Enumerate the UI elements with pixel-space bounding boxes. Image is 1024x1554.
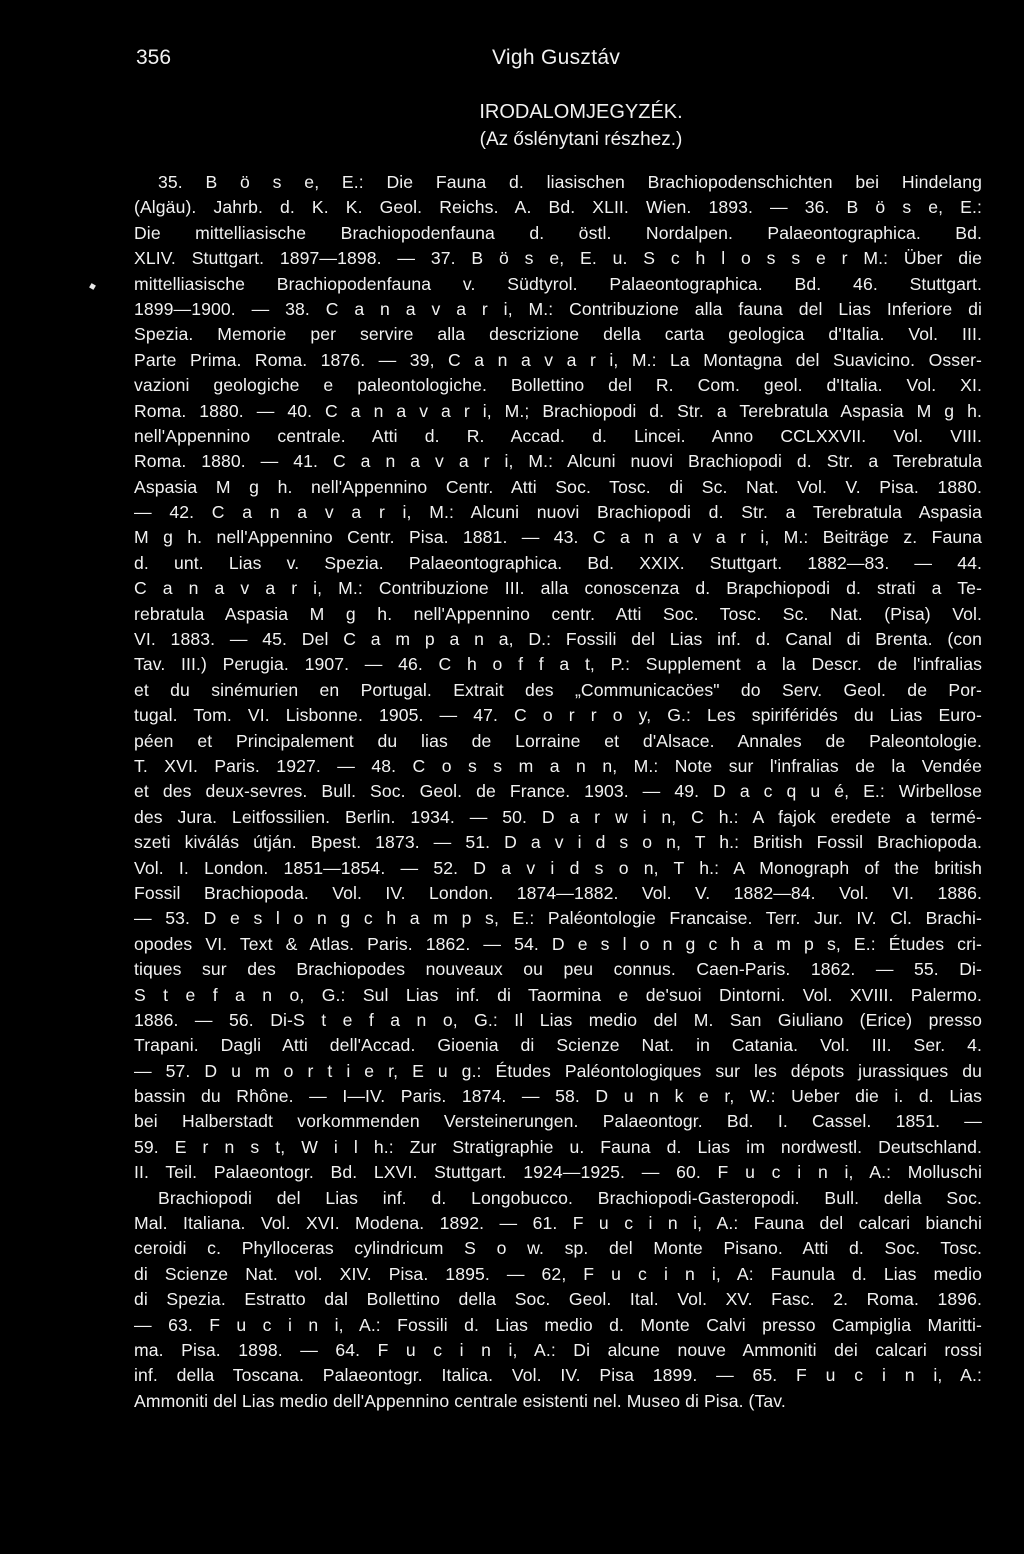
reference-line: d. unt. Lias v. Spezia. Palaeontographica. Bd. XXIX. Stuttgart. 1882—83. — 44.: [134, 552, 982, 573]
reference-line: vazioni geologiche e paleontologiche. Bollettino del R. Com. geol. d'Italia. Vol. XI.: [134, 375, 982, 396]
reference-line: rebratula Aspasia M g h. nell'Appennino centr. Atti Soc. Tosc. Sc. Nat. (Pisa) Vol.: [134, 603, 982, 624]
reference-line: Brachiopodi del Lias inf. d. Longobucco. Brachiopodi-Gasteropodi. Bull. della Soc.: [158, 1187, 982, 1208]
reference-line: T. XVI. Paris. 1927. — 48. C o s s m a n n, M.: Note sur l'infralias de la Vendée: [134, 755, 982, 776]
reference-line: M g h. nell'Appennino Centr. Pisa. 1881. — 43. C a n a v a r i, M.: Beiträge z. Fauna: [134, 527, 982, 548]
reference-line: — 57. D u m o r t i e r, E u g.: Études Paléontologiques sur les dépots jurassiques du: [134, 1060, 982, 1081]
reference-line: di Scienze Nat. vol. XIV. Pisa. 1895. — 62, F u c i n i, A: Faunula d. Lias medio: [134, 1263, 982, 1284]
reference-line: — 53. D e s l o n g c h a m p s, E.: Paléontologie Francaise. Terr. Jur. IV. Cl. Brachi-: [134, 908, 982, 929]
reference-line: opodes VI. Text & Atlas. Paris. 1862. — 54. D e s l o n g c h a m p s, E.: Études cri-: [134, 933, 982, 954]
reference-line: des Jura. Leitfossilien. Berlin. 1934. — 50. D a r w i n, C h.: A fajok eredete a termé-: [134, 806, 982, 827]
reference-line: 35. B ö s e, E.: Die Fauna d. liasischen Brachiopodenschichten bei Hindelang: [158, 172, 982, 192]
reference-line: — 42. C a n a v a r i, M.: Alcuni nuovi Brachiopodi d. Str. a Terebratula Aspasia: [134, 502, 982, 523]
margin-speck: [89, 283, 96, 290]
reference-line: Fossil Brachiopoda. Vol. IV. London. 1874—1882. Vol. V. 1882—84. Vol. VI. 1886.: [134, 882, 982, 903]
author-running-head: Vigh Gusztáv: [492, 46, 621, 69]
reference-line: S t e f a n o, G.: Sul Lias inf. di Taormina e de'suoi Dintorni. Vol. XVIII. Palermo.: [134, 984, 982, 1005]
reference-line: Parte Prima. Roma. 1876. — 39, C a n a v a r i, M.: La Montagna del Suavicino. Osser-: [134, 349, 982, 370]
reference-line: et des deux-sevres. Bull. Soc. Geol. de France. 1903. — 49. D a c q u é, E.: Wirbellose: [134, 781, 982, 802]
reference-line: 1899—1900. — 38. C a n a v a r i, M.: Contribuzione alla fauna del Lias Inferiore di: [134, 298, 982, 319]
reference-line: Tav. III.) Perugia. 1907. — 46. C h o f f a t, P.: Supplement a la Descr. de l'infralias: [134, 654, 982, 675]
page-number: 356: [136, 46, 172, 69]
reference-line: tiques sur des Brachiopodes nouveaux ou peu connus. Caen-Paris. 1862. — 55. Di-: [134, 959, 982, 980]
reference-line: Aspasia M g h. nell'Appennino Centr. Atti Soc. Tosc. di Sc. Nat. Vol. V. Pisa. 1880.: [134, 476, 982, 497]
reference-line: Trapani. Dagli Atti dell'Accad. Gioenia di Scienze Nat. in Catania. Vol. III. Ser. 4.: [134, 1035, 982, 1056]
reference-line: Mal. Italiana. Vol. XVI. Modena. 1892. — 61. F u c i n i, A.: Fauna del calcari bianchi: [134, 1213, 982, 1234]
reference-line: Roma. 1880. — 41. C a n a v a r i, M.: Alcuni nuovi Brachiopodi d. Str. a Terebratula: [134, 451, 982, 472]
reference-line: Vol. I. London. 1851—1854. — 52. D a v i d s o n, T h.: A Monograph of the british: [134, 857, 982, 878]
reference-line: et du sinémurien en Portugal. Extrait des „Communicacöes" do Serv. Geol. de Por-: [134, 679, 982, 700]
reference-line: ma. Pisa. 1898. — 64. F u c i n i, A.: Di alcune nouve Ammoniti dei calcari rossi: [134, 1339, 982, 1360]
reference-line: szeti kiválás útján. Bpest. 1873. — 51. D a v i d s o n, T h.: British Fossil Brachiopoda.: [134, 832, 982, 853]
reference-line: 59. E r n s t, W i l h.: Zur Stratigraphie u. Fauna d. Lias im nordwestl. Deutschland.: [134, 1136, 982, 1157]
reference-line: nell'Appennino centrale. Atti d. R. Accad. d. Lincei. Anno CCLXXVII. Vol. VIII.: [134, 425, 982, 446]
running-head: [136, 46, 696, 76]
reference-line: — 63. F u c i n i, A.: Fossili d. Lias medio d. Monte Calvi presso Campiglia Maritti-: [134, 1314, 982, 1335]
bibliography-heading: [136, 98, 986, 154]
reference-line: Ammoniti del Lias medio dell'Appennino centrale esistenti nel. Museo di Pisa. (Tav.: [134, 1390, 786, 1411]
reference-line: mittelliasische Brachiopodenfauna v. Südtyrol. Palaeontographica. Bd. 46. Stuttgart.: [134, 273, 982, 294]
reference-list: [134, 170, 982, 1414]
bibliography-subtitle: (Az őslénytani részhez.): [479, 129, 683, 150]
reference-line: bassin du Rhône. — I—IV. Paris. 1874. — 58. D u n k e r, W.: Ueber die i. d. Lias: [134, 1086, 982, 1107]
reference-line: ceroidi c. Phylloceras cylindricum S o w. sp. del Monte Pisano. Atti d. Soc. Tosc.: [134, 1238, 982, 1259]
bibliography-title: IRODALOMJEGYZÉK.: [479, 101, 683, 123]
reference-line: XLIV. Stuttgart. 1897—1898. — 37. B ö s e, E. u. S c h l o s s e r M.: Über die: [134, 248, 982, 269]
reference-line: di Spezia. Estratto dal Bollettino della Soc. Geol. Ital. Vol. XV. Fasc. 2. Roma. 1896.: [134, 1289, 982, 1310]
reference-line: bei Halberstadt vorkommenden Versteinerungen. Palaeontogr. Bd. I. Cassel. 1851. —: [134, 1111, 982, 1132]
reference-line: Die mittelliasische Brachiopodenfauna d. östl. Nordalpen. Palaeontographica. Bd.: [134, 222, 982, 243]
reference-line: Roma. 1880. — 40. C a n a v a r i, M.; Brachiopodi d. Str. a Terebratula Aspasia M g h.: [134, 400, 982, 421]
reference-line: Spezia. Memorie per servire alla descrizione della carta geologica d'Italia. Vol. III.: [134, 324, 982, 345]
reference-line: C a n a v a r i, M.: Contribuzione III. alla conoscenza d. Brapchiopodi d. strati a Te-: [134, 578, 982, 599]
reference-line: II. Teil. Palaeontogr. Bd. LXVI. Stuttgart. 1924—1925. — 60. F u c i n i, A.: Molluschi: [134, 1162, 982, 1183]
reference-line: 1886. — 56. Di-S t e f a n o, G.: Il Lias medio del M. San Giuliano (Erice) presso: [134, 1009, 982, 1030]
reference-line: tugal. Tom. VI. Lisbonne. 1905. — 47. C o r r o y, G.: Les spiriféridés du Lias Euro-: [134, 705, 982, 726]
reference-line: péen et Principalement du lias de Lorraine et d'Alsace. Annales de Paleontologie.: [134, 730, 982, 751]
reference-line: VI. 1883. — 45. Del C a m p a n a, D.: Fossili del Lias inf. d. Canal di Brenta. (con: [134, 629, 982, 650]
reference-line: (Algäu). Jahrb. d. K. K. Geol. Reichs. A. Bd. XLII. Wien. 1893. — 36. B ö s e, E.:: [134, 197, 982, 218]
reference-line: inf. della Toscana. Palaeontogr. Italica. Vol. IV. Pisa 1899. — 65. F u c i n i, A.:: [134, 1365, 982, 1386]
